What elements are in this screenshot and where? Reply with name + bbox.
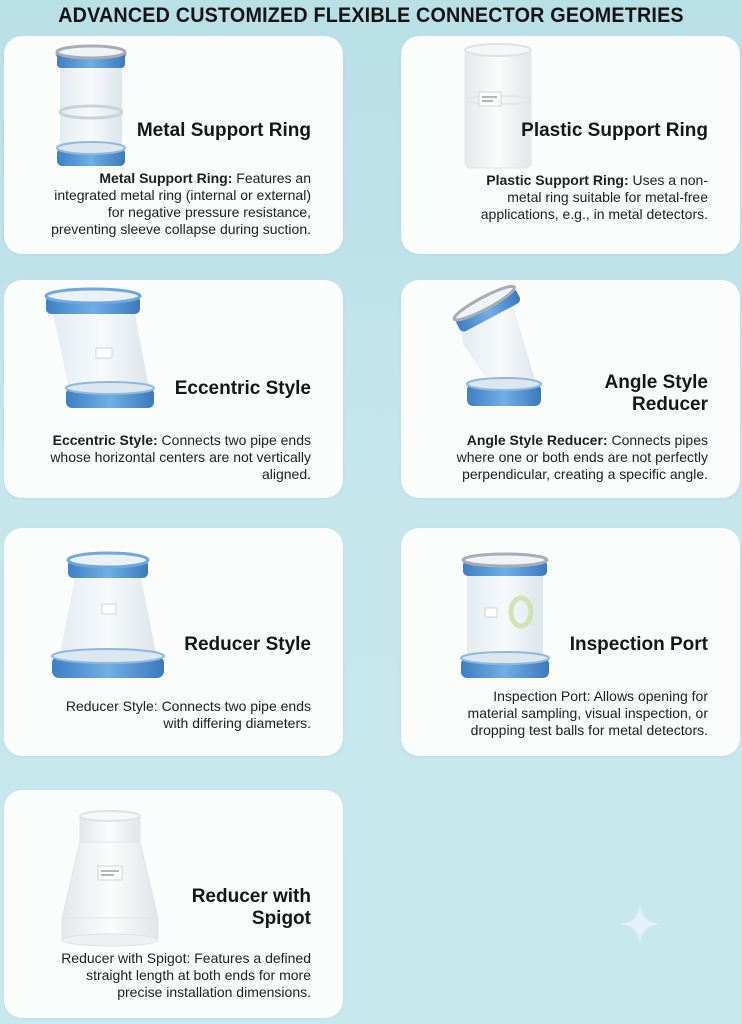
page-title: ADVANCED CUSTOMIZED FLEXIBLE CONNECTOR GEOMETRIES [58, 4, 684, 27]
desc-label: Plastic Support Ring: [486, 172, 629, 188]
reducer-spigot-illustration [50, 810, 170, 960]
card-description [41, 432, 311, 483]
card-heading: Eccentric Style [174, 378, 311, 399]
desc-text: Inspection Port: Allows opening for material sampling, visual inspection, or dropping test balls for metal detectors. [467, 688, 708, 738]
inspection-port-illustration [455, 552, 555, 702]
desc-text: Connects two pipe ends whose horizontal centers are not vertically aligned. [50, 432, 311, 482]
eccentric-illustration [40, 286, 160, 426]
card-description [41, 698, 311, 732]
reducer-illustration [48, 542, 168, 692]
card-heading: Reducer with Spigot [191, 886, 311, 929]
card-inspection-port [401, 528, 740, 756]
sparkle-icon [618, 902, 662, 946]
card-metal-support-ring [4, 36, 343, 254]
card-description [448, 688, 708, 739]
card-heading: Angle Style Reducer [604, 372, 708, 415]
card-heading: Plastic Support Ring [521, 120, 708, 141]
desc-text: Connects pipes where one or both ends are not perfectly perpendicular, creating a specific angle. [456, 432, 708, 482]
metal-support-ring-illustration [46, 42, 136, 182]
card-plastic-support-ring [401, 36, 740, 254]
angle-reducer-illustration [441, 284, 551, 424]
card-angle-style-reducer [401, 280, 740, 498]
card-description [453, 172, 708, 223]
desc-text: Reducer Style: Connects two pipe ends with differing diameters. [65, 698, 311, 731]
desc-text: Uses a non-metal ring suitable for metal-free applications, e.g., in metal detectors. [480, 172, 708, 222]
card-reducer-with-spigot [4, 790, 343, 1018]
card-heading: Reducer Style [184, 634, 311, 655]
card-description [41, 170, 311, 238]
card-description [438, 432, 708, 483]
desc-text: Features an integrated metal ring (internal or external) for negative pressure resistance, preventing sleeve collapse during suction. [51, 170, 311, 237]
desc-text: Reducer with Spigot: Features a defined straight length at both ends for more precise installation dimensions. [61, 950, 311, 1000]
card-reducer-style [4, 528, 343, 756]
card-heading: Metal Support Ring [136, 120, 311, 141]
card-eccentric-style [4, 280, 343, 498]
desc-label: Eccentric Style: [52, 432, 158, 448]
card-heading: Inspection Port [569, 634, 708, 655]
card-description [41, 950, 311, 1001]
desc-label: Metal Support Ring: [99, 170, 233, 186]
plastic-support-ring-illustration [453, 42, 543, 182]
desc-label: Angle Style Reducer: [466, 432, 608, 448]
